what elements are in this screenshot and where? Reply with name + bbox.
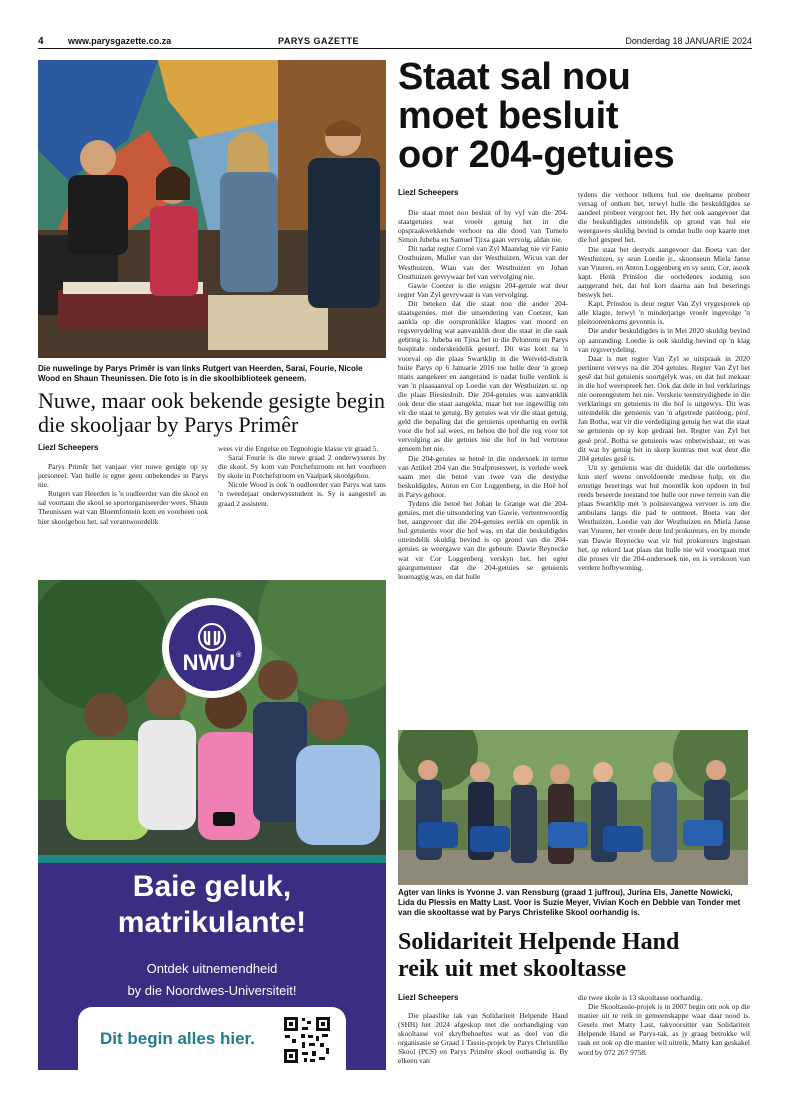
nwu-logo (162, 598, 262, 698)
solidarity-article-column-1 (398, 1011, 568, 1066)
court-headline-line-1: Staat sal nou (398, 56, 631, 98)
school-staff-photo-illustration (38, 60, 386, 358)
school-headline[interactable]: Nuwe, maar ook bekende gesigte begin die skooljaar by Parys Primêr (38, 388, 385, 437)
court-byline: Liezl Scheepers (398, 188, 459, 197)
solidarity-article-column-2 (578, 993, 750, 1057)
nwu-brand: NWU (182, 650, 236, 675)
advert-cta-box[interactable] (78, 1007, 346, 1070)
paragraph: Die 204-getuies se betoë in die ondersoek in terme van Artikel 204 van die Strafproseswet, is verlede week saam met die betoë van twee van die destydse beskuldigdes, Anton en Cor Loggenberg, in die Hoë hof in Parys gehoor. (398, 453, 568, 499)
school-staff-photo (38, 60, 386, 358)
solidarity-photo-illustration (398, 730, 748, 885)
solidarity-photo-caption: Agter van links is Yvonne J. van Rensburg (graad 1 juffrou), Jurina Els, Janette Nowicki, Lida du Plessis en Matty Last. Voor is Suzie Meyer, Vivian Koch en Debbie van Tonder met van die skooltasse wat by Parys Christelike Skool oorhandig is. (398, 888, 741, 917)
court-article-column-1 (398, 208, 568, 720)
paragraph: Die staat het destyds aangevoer dat Boeta van der Westhuizen, sy seun Loedie jr., skoonseun Miela Janse van Vuuren, en Anton Loggenberg en sy seun, Cor, asook kapt. Henk Prinsloo die oorledenes sodanig sou aangerand het, dat hul kort daarna aan hul beserings beswyk het. (578, 244, 750, 300)
issue-date: Donderdag 18 JANUARIE 2024 (625, 36, 752, 46)
paragraph: Die ander beskuldigdes is in Mei 2020 skuldig bevind op aanranding. Loedie is ook skuldig bevind op 'n klag van regsverydeling. (578, 326, 750, 354)
paragraph: Daar is met regter Van Zyl se uitspraak in 2020 pertinent verwys na die 204 getuies. Regter Van Zyl het gesê dat hul getuienis soortgelyk was, en dat hul mekaar in die hof weerspreek het. Ook dat dele in hul verklarings nie ooreengestem het nie. Verskeie teenstrydighede in die verklarings en getuienis in die hof is uitgewys. Dit was uiteindelik die getuienis van 'n afgetrede patoloog, prof. Jan Botha, wat vir die verdediging getuig het wat die staat se getuienis op sy kop gedraai het. Regter van Zyl het gesê prof. Botha se getuienis was onbetwisbaar, en was dit wat hy getuig het in skerp kontras met wat deur die 204 getuies gesê is. (578, 353, 750, 463)
qr-code-icon[interactable] (282, 1015, 332, 1065)
advert-sub-2: by die Noordwes-Universiteit! (127, 983, 297, 998)
paragraph: Uit sy getuienis was dit duidelik dat die oorledenes kon sterf weens onvoldoende mediese hulp, en die ernstige beserings wat hul moontlik kon opdoen in hul reeds beseerde toestand toe hulle oor ruwe terrein van die plaas Swartklip met 'n polisievangwa vervoer is om die ambulans langs die pad te ontmoet. Boeta van der Westhuizen, Loedie van der Westhuizen en Miela Janse van Vuuren, het vroeër deur hul prokureurs, en by monde van Dawie Reynecke wat vir hul prokureurs ingestaan het, op rekord laat plaas dat hulle nie wil voortgaan met die proses vir die 204-ondersoek nie, en is verskoon van verdere hofbywoning. (578, 462, 750, 572)
paragraph: Kapt. Prinsloo is deur regter Van Zyl vrygespreek op alle klagte, terwyl 'n minderjarige vroeër ingevolge 'n pleitooreenkoms gevonnis is. (578, 299, 750, 327)
solidarity-headline-line-2: reik uit met skooltasse (398, 956, 627, 982)
advert-cta-text: Dit begin alles hier. (100, 1028, 255, 1048)
advert-accent-strip (38, 855, 386, 863)
paragraph: tydens die verhoor telkens hul eie deelname probeer versag of ontken het, terwyl hulle die beskuldigdes se aandeel probeer vergroot het. Hy het ook aangevoer dat die beskuldigdes uiteindelik op grond van hul eie weergawes skuldig bevind is omdat hulle oop kaarte met die hof gespeel het. (578, 190, 750, 245)
paragraph: Parys Primêr het vanjaar vier nuwe gesigte op sy personeel. Van hulle is egter geen onbekendes in Parys nie. (38, 462, 208, 490)
paragraph: Die staat moet nou besluit of hy vyf van die 204-staatgetuies wat vroeër getuig het in die opspraakwekkende verhoor na die dood van Tumelo Simon Jubeba en Samuel Tjixa gaan vervolg, aldan nie. (398, 208, 568, 245)
website-url[interactable]: www.parysgazette.co.za (68, 36, 172, 46)
court-headline-line-3: oor 204-getuies (398, 134, 675, 176)
advert-panel (38, 855, 386, 1070)
paragraph: Die Skooltassie-projek is in 2007 begin om ook op die manier uit te reik in gemeenskappe waar daar nood is. Gesels met Matty Last, takvoorsitter van Solidariteit Helpende Hand se Parys-tak, as jy graag betrokke wil raak en ook op die manier wil uitreik. Matty kan geskakel word by 072 267 9758. (578, 1002, 750, 1057)
solidarity-headline-line-1: Solidariteit Helpende Hand (398, 929, 680, 955)
advert-headline-2: matrikulante! (117, 906, 307, 939)
paragraph: Dit beteken dat die staat nou die ander 204-staatsgetuies, met die uitsondering van Coetzer, kan aankla op die oorspronklike klagtes van moord en regsverydeling wat aanvanklik deur die staat in die saak gebring is. Jubeba en Tjixa het in die Pelonomi en Parys hospitale onderskeidelik gesterf. Dit was kort na 'n voorval op die plaas Swartklip in die Weiveld-distrik buite Parys op 6 Januarie 2016 toe hulle deur 'n groep mans aangekeer en aangerand is nadat hulle verdink is van 'n plaasaanval op Loedie van der Westhuizen sr. op die plaas Biesiesbult. Die 204-getuies was aanvanklik ook deur die staat aangekla, maar het toe ingewillig om vir die staat te getuig. By getuies wat vir die staat getuig, geld die bepaling dat die getuienis openhartig en eerlik voor die hof sal wees, en behou die hof die reg voor tot vervolging as die getuies nie die hof in hul vertroue geneem het nie. (398, 298, 568, 454)
paragraph: Dit nadat regter Corné van Zyl Maandag nie vir Fanie Oosthuizen, Muller van der Westhuizen, Wicus van der Westhuizen, Wian van der Westhuizen en Johan Oosthuizen gevrywaar het van vervolging nie. (398, 244, 568, 281)
page-header (38, 34, 752, 48)
paragraph: Nicole Wood is ook 'n oudleerder van Parys wat tans 'n tweedejaar onderwysstudent is. Sy is aangestel as graad 2 assistent. (218, 480, 386, 508)
nwu-advert[interactable] (38, 580, 386, 1070)
header-rule (38, 48, 752, 49)
nwu-emblem-icon (197, 622, 227, 652)
paragraph: Die plaaslike tak van Solidariteit Helpende Hand (SHH) het 2024 afgeskop met die oorhandiging van skooltasse vol skryfbehoeftes wat as deel van die organisasie se Graad 1 Tassie-projek by Parys Christelike Skool (PCS) en Parys Primêre skool oorhandig is. By elkeen van (398, 1011, 568, 1066)
advert-sub-1: Ontdek uitnemendheid (146, 961, 278, 976)
school-byline: Liezl Scheepers (38, 443, 99, 452)
page-number: 4 (38, 35, 44, 47)
court-article-column-2 (578, 190, 750, 720)
solidarity-headline[interactable] (398, 929, 754, 983)
school-article-column-2 (218, 444, 386, 508)
school-photo-caption: Die nuwelinge by Parys Primêr is van links Rutgert van Heerden, Sarai, Fourie, Nicole Wood en Shaun Theunissen. Die foto is in die skoolbiblioteek geneem. (38, 364, 363, 383)
court-headline-line-2: moet besluit (398, 95, 619, 137)
solidarity-group-photo (398, 730, 748, 885)
paragraph: Sarai Fourie is die nuwe graad 2 onderwyseres by die skool. Sy kom van Potchefstroom en het voorheen by skole in Potchefstroom en Vaalpark skoolgehou. (218, 453, 386, 481)
registered-mark: ® (236, 652, 242, 659)
paragraph: die twee skole is 13 skooltasse oorhandig. (578, 993, 703, 1002)
nwu-logo-seal (169, 605, 255, 691)
masthead: PARYS GAZETTE (278, 36, 360, 46)
court-headline[interactable] (398, 58, 754, 175)
paragraph: Gawie Coetzer is die enigste 204-getuie wat deur regter Van Zyl gevrywaar is van vervolging. (398, 280, 568, 299)
advert-headline-1: Baie geluk, (132, 870, 292, 903)
paragraph: wees vir die Engelse en Tegnologie klasse vir graad 5. (218, 444, 379, 453)
school-article-column-1 (38, 462, 208, 526)
paragraph: Rutgert van Heerden is 'n oudleerder van die skool en sal voortaan die skool se sportorganiseerder wees. Shaun Theunissen wat van Bloemfontein kom en voorheen ook hier skoolgehou het, sal verantwoordelik (38, 489, 208, 526)
solidarity-byline: Liezl Scheepers (398, 993, 459, 1002)
paragraph: Tydens die betoë het Johan le Grange wat die 204-getuies, met die uitsondering van Gawie, verteenwoordig het, aangevoer dat die 204-getuies eerlik en openlik in hul getuienis voor die hof was, en dat die beskuldigdes uiteindelik skuldig bevind is op grond van die 204-getuies se weergawe van die gebeure. Dawie Reynecke wat vir Cor Loggenberg verskyn het, het egter geargumenteer dat die 204-getuies se getuienis leuenagtig was, en dat hulle (398, 499, 568, 581)
nwu-wordmark (183, 652, 242, 674)
